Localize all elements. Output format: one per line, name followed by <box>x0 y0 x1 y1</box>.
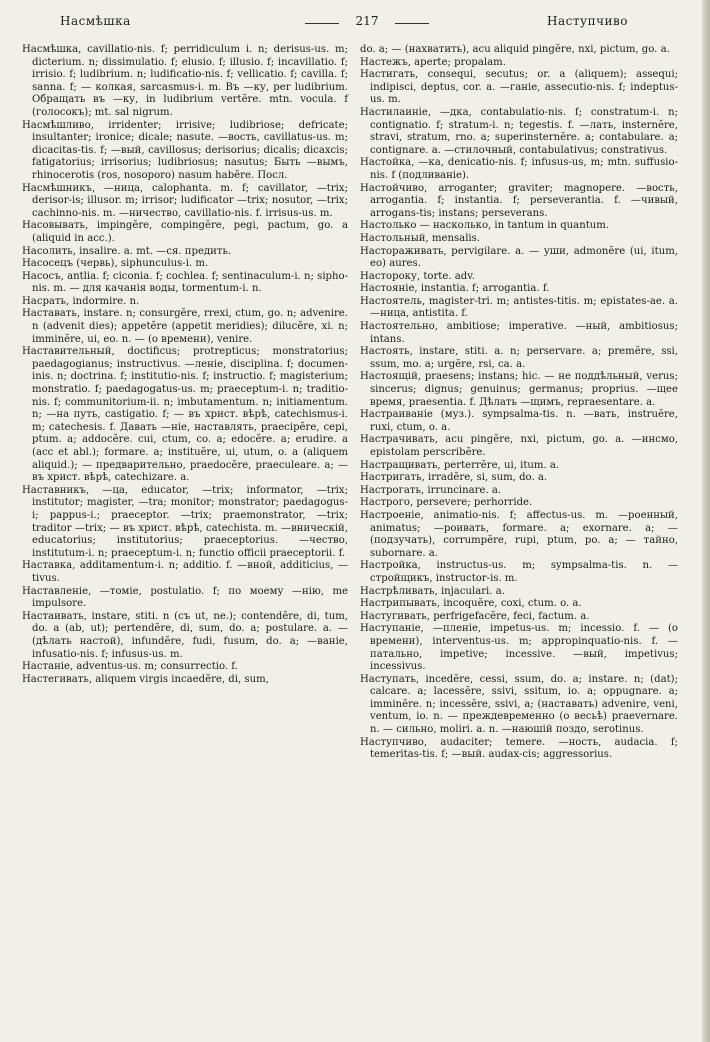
dictionary-entry: Настоятельно, ambitiose; imperative. —ный, ambitiosus; intans. <box>360 321 678 345</box>
dictionary-entry: Наставленіе, —томіе, postulatio. f; по моему —нію, me impulsore. <box>22 585 348 610</box>
dictionary-entry: Настрого, persevere; perhorride. <box>360 497 533 509</box>
dictionary-entry: Насовывать, impingĕre, compingĕre, pegi, pactum, go. a (aliquid in acc.). <box>22 220 348 244</box>
dictionary-entry: Наступчиво, audaciter; temere. —ность, audacia. f; temeritas-tis. f; —вый. audax-cis; aggressorius. <box>360 736 678 761</box>
dictionary-entry: Настегивать, aliquem virgis incaedĕre, di, sum, <box>22 673 269 685</box>
dictionary-entry: Настилаиніе, —дка, contabulatio-nis. f; constratum-i. n; contignatio. f; stratum-i. n; tegestis. f. —лать, insternĕre, stravi, stratum, rno. a; superinsternĕre. a; contabulare. a; contignare. a. —стилочный, contabulativus; constrativus. <box>360 106 678 156</box>
dictionary-entry: Насмѣшникъ, —ница, calophanta. m. f; cavillator, —trix; derisor-is; illusor. m; irrisor; ludificator —trix; nosutor, —trix; cachinno-nis. m. —ничество, cavillatio-nis. f. irrisus-us. m. <box>22 182 348 219</box>
dictionary-entry: Настигать, consequi, secutus; or. a (aliquem); assequi; indipisci, deptus, cor. a. —ганіе, assecutio-nis. f; indeptus-us. m. <box>360 69 678 106</box>
dictionary-entry: Настоящій, praesens; instans; hic. — не поддѣльный, verus; sincerus; dignus; genuinus; germanus; proprius. —щее время, praesentia. f. Дѣлать —щимъ, repraesentare. a. <box>360 371 678 408</box>
dictionary-entry: Насосецъ (червь), siphunculus-i. m. <box>22 258 209 270</box>
dictionary-entry: Насмѣшка, cavillatio-nis. f; perridiculum i. n; derisus-us. m; dicterium. n; dissimulatio. f; elusio. f; illusio. f; incavillatio. f; irrisio. f; ludibrium. n; ludificatio-nis. f; vellicatio. f; cavilla. f; sanna. f; — колкая, sarcasmus-i. m. Въ —ку, per ludibrium. Обращать въ —ку, in ludibrium vertĕre. mtn. vocula. f (голосокъ); mt. sal nigrum. <box>22 44 348 118</box>
dictionary-entry: Настаивать, instare, stiti. n (съ ut, ne.); contendĕre, di, tum, do. a (ab, ut); pertendĕre, di, sum, do. a; postulare. a. —(дѣлать настой), infundĕre, fudi, fusum, do. a; —ваніе, infusatio-nis. f; infusus-us. m. <box>22 610 348 660</box>
dictionary-entry: Настройка, instructus-us. m; sympsalma-tis. n. —стройщикъ, instructor-is. m. <box>360 560 678 584</box>
dictionary-entry: Настрогать, irruncinare. a. <box>360 484 502 496</box>
dictionary-entry: Настрачивать, acu pingĕre, nxi, pictum, go. a. —инсмо, epistolam perscribĕre. <box>360 434 678 458</box>
dictionary-entry: Насолить, insalire. a. mt. —ся. предить. <box>22 245 232 257</box>
dictionary-entry: Настугивать, perfrigefacĕre, feci, factum. a. <box>360 610 590 622</box>
dictionary-entry: Настояніе, instantia. f; arrogantia. f. <box>360 283 550 295</box>
right-column <box>360 44 678 762</box>
dictionary-entry: Наставительный, doctificus; protrepticus; monstratorius; paedagogianus; instructivus. —леніе, disciplina. f; documen-inis. n; doctrina. f; institutio-nis. f; instructio. f; magisterium; monstratio. f; paedagogatus-us. m; praeceptum-i. n; traditio-nis. f; communitorium-ii. n; imbutamentum. n; initiamentum. n; —на путь, castigatio. f; — въ христ. вѣрѣ, catechismus-i. m; catechesis. f. Давать —ніе, наставлять, praecipĕre, cepi, ptum. a; addocĕre. cui, ctum, co. a; edocĕre. a; erudire. a (acc et abl.); formare. a; instituĕre, ui, utum, o. a (aliquem aliquid.); — предварительно, praedocĕre, praeculeare. a; — въ христ. вѣрѣ, catechizare. a. <box>22 346 348 484</box>
dictionary-entry: Настращивать, perterrĕre, ui, itum. a. <box>360 459 560 471</box>
dictionary-entry: Насосъ, antlia. f; ciconia. f; cochlea. f; sentinaculum-i. n; sipho-nis. m. — для качанія воды, tormentum-i. n. <box>22 270 348 295</box>
dictionary-entry: Наставать, instare. n; consurgĕre, rrexi, ctum, go. n; advenire. n (advenit dies); appetĕre (appetit meridies); dilucĕre, xi. n; imminĕre, ui, eo. n. — (о времени), venire. <box>22 308 348 345</box>
left-column <box>22 44 348 686</box>
running-header <box>22 14 688 32</box>
dictionary-entry: Настежъ, aperte; propalam. <box>360 56 506 68</box>
dictionary-entry: Наставникъ, —ца, educator, —trix; informator, —trix; institutor; magister, —tra; monitor; monstrator; paedagogus-i; pappus-i.; praeceptor. —trix; praemonstrator, —trix; traditor —trix; — въ христ. вѣрѣ, catechista. m. —вническій, educatorius; institutorius; praeceptorius. —чество, institutum-i. n; praeceptum-i. n; functio officii praeceptorii. f. <box>22 484 348 559</box>
dictionary-entry: Настрипывать, incoquĕre, coxi, ctum. o. a. <box>360 598 582 610</box>
dictionary-entry: Насмѣшливо, irridenter; irrisive; ludibriose; defricate; insultanter; ironice; dicale; nasute. —вость, cavillatus-us. m; dicacitas-tis. f; —вый, cavillosus; derisorius; dicalis; dicaxcis; fatigatorius; irrisorius; ludibriosus; nasutus; Быть —вымъ, rhinocerotis (ros, nosoporo) nasum habĕre. Посл. <box>22 119 348 181</box>
page-edge <box>702 0 710 1042</box>
dictionary-entry: Насрать, indormire. n. <box>22 295 140 307</box>
dictionary-entry: Настолько — насколько, in tantum in quantum. <box>360 220 610 232</box>
dictionary-entry: Настраиваніе (муз.). sympsalma-tis. n. —вать, instruĕre, ruxi, ctum, o. a. <box>360 409 678 433</box>
header-right-guideword: Наступчиво <box>547 14 628 28</box>
dictionary-entry: Настаніе, adventus-us. m; consurrectio. f. <box>22 661 238 673</box>
dictionary-entry: Наставка, additamentum-i. n; additio. f. —вной, additicius, —tivus. <box>22 560 348 584</box>
header-left-guideword: Насмѣшка <box>60 14 131 28</box>
dictionary-entry: Настораживать, pervigilare. a. — уши, admonĕre (ui, itum, eo) aures. <box>360 245 678 270</box>
dictionary-entry: Настойчиво, arroganter; graviter; magnopere. —вость, arrogantia. f; instantia. f; perseverantia. f. —чивый, arrogans-tis; instans; perseverans. <box>360 182 678 219</box>
dictionary-entry: Наступать, incedĕre, cessi, ssum, do. a; instare. n; (dat); calcare. a; lacessĕre, ssivi, ssitum, io. a; oppugnare. a; imminĕre. n; incessĕre, ssivi, a; (наставать) advenire, veni, ventum, io. n. — преждевременно (о весьѣ) praevernare. n. — сильно, moliri. a. n. —наюшій поздо, serotinus. <box>360 673 678 736</box>
dictionary-entry: Настрѣливать, injaculari. a. <box>360 585 505 597</box>
dictionary-entry: Наступаніе, —пленіе, impetus-us. m; incessio. f. — (о времени), interventus-us. m; appropinquatio-nis. f. —патально, impetive; incessive. —вый, impetivus; incessivus. <box>360 623 678 673</box>
dictionary-entry: Настоятель, magister-tri. m; antistes-titis. m; epistates-ae. a. —ница, antistita. f. <box>360 295 678 320</box>
dictionary-entry: do. a; — (нахватить), acu aliquid pingĕre, nxi, pictum, go. a. <box>360 44 670 55</box>
dictionary-entry: Настоять, instare, stiti. a. n; perservare. a; premĕre, ssi, ssum, mo. a; urgĕre, rsi, ca. a. <box>360 346 678 370</box>
dictionary-entry: Настольный, mensalis. <box>360 232 481 244</box>
dictionary-entry: Настроеніе, animatio-nis. f; affectus-us. m. —роенный, animatus; —роивать, formare. a; exornare. a; — (подзучать), corrumpĕre, rupi, ptum, po. a; — тайно, subornare. a. <box>360 509 678 559</box>
page-number: 217 <box>307 14 427 28</box>
dictionary-entry: Настригать, irradĕre, si, sum, do. a. <box>360 472 548 484</box>
dictionary-entry: Настойка, —ка, denicatio-nis. f; infusus-us, m; mtn. suffusio-nis. f (подливаніе). <box>360 157 678 181</box>
dictionary-entry: Настороку, torte. adv. <box>360 270 475 282</box>
